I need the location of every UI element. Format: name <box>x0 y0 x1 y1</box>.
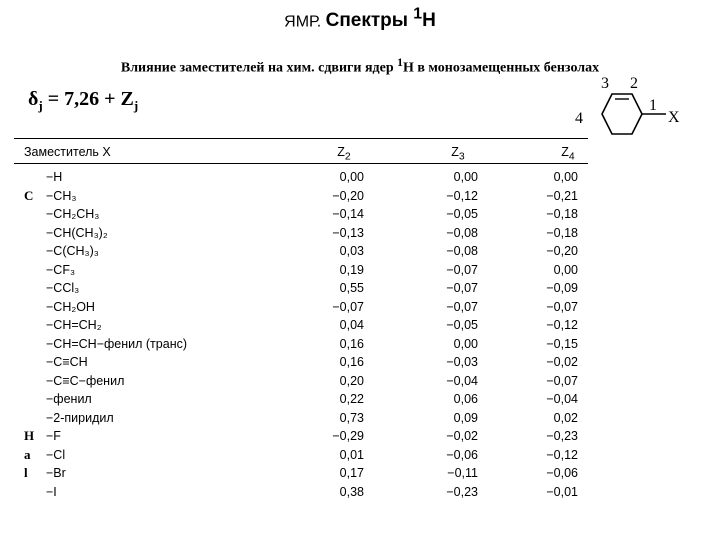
cell-z2: 0,38 <box>339 484 364 499</box>
title-superscript: 1 <box>413 6 423 23</box>
cell-z2: −0,29 <box>332 429 364 443</box>
cell-z2: 0,16 <box>339 355 364 369</box>
benzene-ring <box>602 94 642 134</box>
cell-z4: −0,04 <box>546 392 578 406</box>
cell-substituent: −CH₃ <box>46 188 77 203</box>
cell-z4: −0,18 <box>546 207 578 221</box>
cell-z4: 0,00 <box>553 170 578 184</box>
cell-substituent: −C(CH₃)₃ <box>46 244 99 258</box>
table-row <box>14 316 588 335</box>
header-z4-label: Z <box>561 145 569 159</box>
cell-z4: −0,23 <box>546 429 578 443</box>
group-label: H <box>24 428 35 443</box>
table-row <box>14 335 588 354</box>
cell-substituent: −CH(CH₃)₂ <box>46 225 108 240</box>
cell-z2: −0,20 <box>332 188 364 203</box>
cell-substituent: −F <box>46 429 61 443</box>
table-header <box>14 141 588 163</box>
cell-substituent: −CH₂CH₃ <box>46 207 100 221</box>
cell-z3: −0,03 <box>446 355 478 369</box>
table-row <box>14 168 588 187</box>
cell-z2: 0,20 <box>339 373 364 388</box>
cell-z4: −0,01 <box>546 484 578 499</box>
cell-z2: 0,16 <box>339 336 364 351</box>
cell-z3: −0,04 <box>446 373 478 388</box>
table-row <box>14 446 588 465</box>
cell-substituent: −2-пиридил <box>46 410 114 425</box>
cell-z4: 0,00 <box>553 262 578 277</box>
position-2-label: 2 <box>630 75 638 92</box>
cell-z4: −0,07 <box>546 299 578 314</box>
cell-z3: −0,08 <box>446 225 478 240</box>
group-label: l <box>24 465 28 480</box>
cell-substituent: −CH=CH₂ <box>46 318 102 332</box>
cell-z3: −0,07 <box>446 281 478 295</box>
header-z4 <box>538 141 598 169</box>
cell-z3: −0,07 <box>446 262 478 277</box>
cell-z4: −0,07 <box>546 373 578 388</box>
title-end: Н <box>422 10 436 32</box>
substituent-label: X <box>668 109 680 126</box>
cell-z3: 0,00 <box>453 336 478 351</box>
cell-z3: −0,12 <box>446 188 478 203</box>
cell-substituent: −C≡CH <box>46 355 88 369</box>
header-z2-sub: 2 <box>344 151 351 163</box>
cell-substituent: −CH=CH−фенил (транс) <box>46 336 188 351</box>
title-main <box>325 6 436 32</box>
cell-z3: 0,09 <box>453 410 478 425</box>
formula-delta: δ <box>28 88 39 110</box>
header-z3-sub: 3 <box>458 151 465 163</box>
cell-z2: 0,55 <box>339 281 364 295</box>
page-title <box>0 6 720 32</box>
cell-z2: 0,01 <box>339 447 364 462</box>
cell-z2: 0,19 <box>339 262 364 277</box>
header-z3 <box>428 141 488 169</box>
cell-z2: −0,14 <box>332 207 364 221</box>
header-substituent: Заместитель X <box>24 145 111 159</box>
cell-z2: −0,07 <box>332 299 364 314</box>
formula-sub-2: j <box>133 98 139 113</box>
cell-z4: −0,02 <box>546 355 578 369</box>
subtitle-superscript: 1 <box>397 56 403 69</box>
table-row <box>14 205 588 224</box>
cell-z3: −0,08 <box>446 244 478 258</box>
table-row <box>14 464 588 483</box>
cell-z4: −0,06 <box>546 466 578 480</box>
cell-z2: 0,03 <box>339 244 364 258</box>
position-4-label: 4 <box>575 110 583 127</box>
table-row <box>14 372 588 391</box>
group-label: a <box>24 446 31 462</box>
cell-substituent: −Br <box>46 466 66 480</box>
cell-z3: −0,07 <box>446 299 478 314</box>
subtitle-before: Влияние заместителей на хим. сдвиги ядер <box>120 60 398 76</box>
table-header-rule <box>14 163 588 164</box>
formula-sub-1: j <box>38 98 43 113</box>
cell-substituent: −CCl₃ <box>46 281 80 295</box>
cell-z4: −0,15 <box>546 336 578 351</box>
table-row <box>14 224 588 243</box>
cell-z2: 0,73 <box>339 410 364 425</box>
header-z2-label: Z <box>337 145 345 159</box>
cell-z3: −0,05 <box>446 318 478 332</box>
cell-z4: 0,02 <box>553 410 578 425</box>
cell-z4: −0,12 <box>546 318 578 332</box>
table-row <box>14 187 588 206</box>
position-3-label: 3 <box>601 75 609 92</box>
subtitle-after: Н в монозамещенных бензолах <box>402 60 600 76</box>
cell-z4: −0,09 <box>546 281 578 295</box>
table-row <box>14 298 588 317</box>
table-row <box>14 409 588 428</box>
cell-z3: −0,02 <box>446 429 478 443</box>
cell-substituent: −CH₂OH <box>46 299 95 314</box>
cell-substituent: −I <box>46 484 57 499</box>
cell-z3: −0,23 <box>446 484 478 499</box>
cell-z4: −0,18 <box>546 225 578 240</box>
table-top-rule <box>14 138 588 139</box>
cell-z4: −0,12 <box>546 447 578 462</box>
formula <box>28 88 138 114</box>
cell-z2: 0,00 <box>339 170 364 184</box>
cell-substituent: −фенил <box>46 392 92 406</box>
cell-z3: −0,11 <box>447 466 478 480</box>
cell-substituent: −CF₃ <box>46 262 76 277</box>
cell-substituent: −H <box>46 170 63 184</box>
cell-z3: −0,06 <box>446 447 478 462</box>
table-row <box>14 261 588 280</box>
header-z2 <box>314 141 374 169</box>
cell-z2: 0,17 <box>339 466 364 480</box>
title-prefix: ЯМР. <box>284 13 322 31</box>
position-1-label: 1 <box>649 97 657 114</box>
table-row <box>14 390 588 409</box>
table-row <box>14 279 588 298</box>
cell-z3: −0,05 <box>446 207 478 221</box>
table-row <box>14 242 588 261</box>
title-main-word: Спектры <box>325 10 409 32</box>
cell-z4: −0,20 <box>546 244 578 258</box>
table-row <box>14 483 588 502</box>
cell-substituent: −C≡C−фенил <box>46 373 125 388</box>
table-row <box>14 353 588 372</box>
cell-z3: 0,06 <box>453 392 478 406</box>
cell-z2: 0,22 <box>339 392 364 406</box>
cell-z2: 0,04 <box>339 318 364 332</box>
header-z3-label: Z <box>451 145 459 159</box>
cell-z2: −0,13 <box>332 225 364 240</box>
cell-z4: −0,21 <box>546 188 578 203</box>
shift-table <box>14 138 588 501</box>
formula-mid: = 7,26 + Z <box>42 88 134 110</box>
cell-substituent: −Cl <box>46 447 66 462</box>
group-label: C <box>24 187 34 203</box>
cell-z3: 0,00 <box>453 170 478 184</box>
table-body <box>14 168 588 501</box>
table-row <box>14 427 588 446</box>
header-z4-sub: 4 <box>568 151 575 163</box>
